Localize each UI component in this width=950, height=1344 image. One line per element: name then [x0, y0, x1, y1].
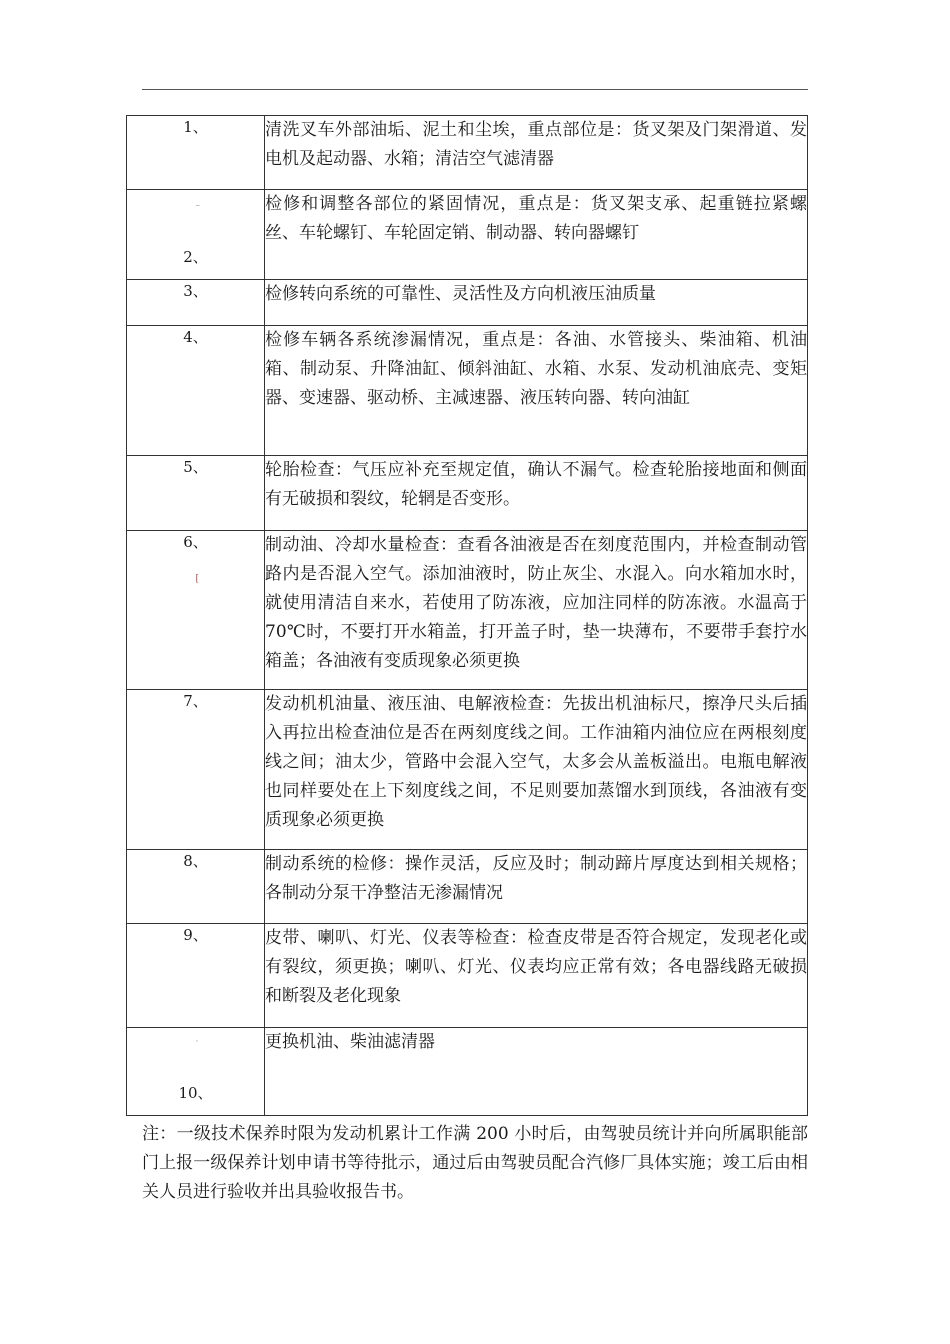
row-number: 5、 — [127, 456, 265, 531]
table-row — [127, 326, 808, 456]
row-number-label: 6、 — [183, 533, 208, 551]
row-content: 发动机机油量、液压油、电解液检查：先拔出机油标尺，擦净尺头后插入再拉出检查油位是否在两刻度线之间。工作油箱内油位应在两根刻度线之间；油太少，管路中会混入空气，太多会从盖板溢出。电瓶电解液也同样要处在上下刻度线之间，不足则要加蒸馏水到顶线，各油液有变质现象必须更换 — [265, 690, 808, 850]
row-content: 检修和调整各部位的紧固情况，重点是：货叉架支承、起重链拉紧螺丝、车轮螺钉、车轮固定销、制动器、转向器螺钉 — [265, 190, 808, 280]
row-content: 制动油、冷却水量检查：查看各油液是否在刻度范围内，并检查制动管路内是否混入空气。添加油液时，防止灰尘、水混入。向水箱加水时，就使用清洁自来水，若使用了防冻液，应加注同样的防冻液。水温高于 70℃时，不要打开水箱盖，打开盖子时，垫一块薄布，不要带手套拧水箱盖；各油液有变质现象必须更换 — [265, 531, 808, 690]
row-number: 1、 — [127, 116, 265, 190]
row-number: 9、 — [127, 924, 265, 1028]
row-number-label: 2、 — [183, 248, 208, 266]
scan-mark: [ — [195, 574, 200, 584]
table-row — [127, 1028, 808, 1116]
row-number — [127, 1028, 265, 1116]
table-row — [127, 850, 808, 924]
row-number: 4、 — [127, 326, 265, 456]
footnote: 注：一级技术保养时限为发动机累计工作满 200 小时后，由驾驶员统计并向所属职能部门上报一级保养计划申请书等待批示，通过后由驾驶员配合汽修厂具体实施；竣工后由相关人员进行验收并出具验收报告书。 — [142, 1124, 808, 1202]
row-number — [127, 190, 265, 280]
scan-mark: – — [195, 201, 200, 211]
row-content: 检修车辆各系统渗漏情况，重点是：各油、水管接头、柴油箱、机油箱、制动泵、升降油缸、倾斜油缸、水箱、水泵、发动机油底壳、变矩器、变速器、驱动桥、主减速器、液压转向器、转向油缸 — [265, 326, 808, 456]
table-row — [127, 280, 808, 326]
table-row — [127, 924, 808, 1028]
row-content: 制动系统的检修：操作灵活，反应及时；制动蹄片厚度达到相关规格；各制动分泵干净整洁无渗漏情况 — [265, 850, 808, 924]
table-row — [127, 190, 808, 280]
row-content: 清洗叉车外部油垢、泥土和尘埃，重点部位是：货叉架及门架滑道、发电机及起动器、水箱；清洁空气滤清器 — [265, 116, 808, 190]
row-number: 3、 — [127, 280, 265, 326]
table-row — [127, 116, 808, 190]
row-content: 皮带、喇叭、灯光、仪表等检查：检查皮带是否符合规定，发现老化或有裂纹，须更换；喇叭、灯光、仪表均应正常有效；各电器线路无破损和断裂及老化现象 — [265, 924, 808, 1028]
row-number: 8、 — [127, 850, 265, 924]
row-content: 检修转向系统的可靠性、灵活性及方向机液压油质量 — [265, 280, 808, 326]
maintenance-table — [126, 115, 808, 1116]
table-row — [127, 531, 808, 690]
table-row — [127, 456, 808, 531]
table-row — [127, 690, 808, 850]
row-number — [127, 531, 265, 690]
row-content: 轮胎检查：气压应补充至规定值，确认不漏气。检查轮胎接地面和侧面有无破损和裂纹，轮辋是否变形。 — [265, 456, 808, 531]
row-content: 更换机油、柴油滤清器 — [265, 1028, 808, 1116]
scan-mark: · — [195, 1037, 199, 1047]
header-rule — [142, 89, 808, 90]
row-number: 7、 — [127, 690, 265, 850]
row-number-label: 10、 — [178, 1084, 213, 1102]
